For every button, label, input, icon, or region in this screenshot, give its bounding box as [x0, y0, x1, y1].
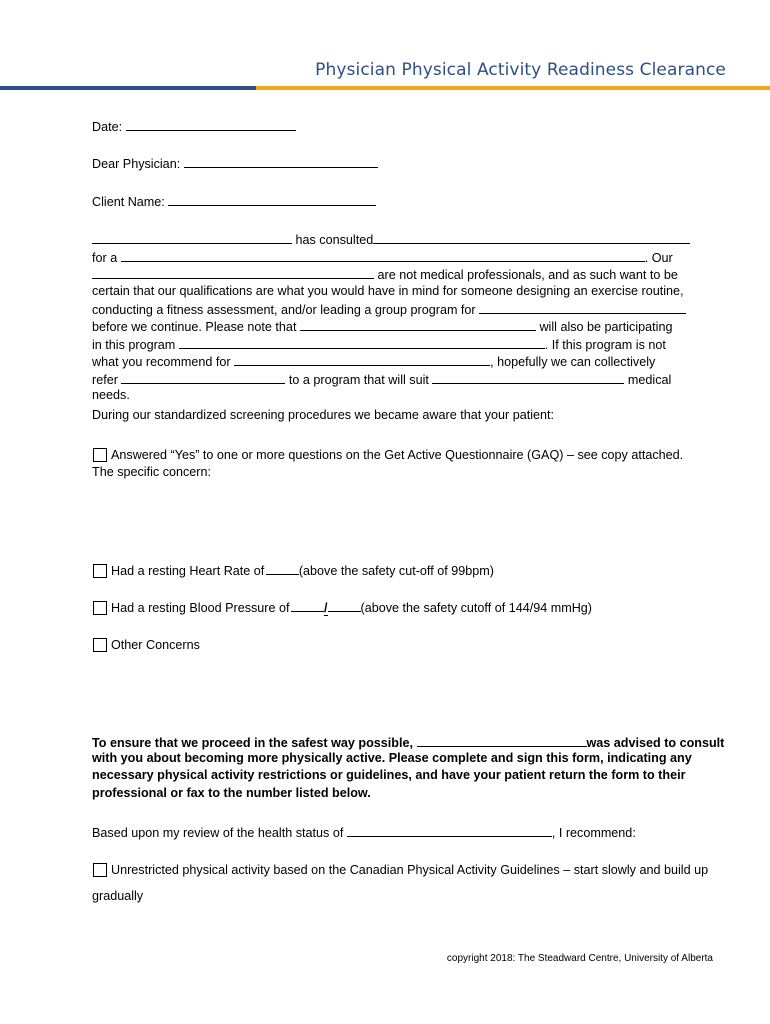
bp-slash: / — [324, 601, 328, 615]
other-concerns-row — [92, 637, 200, 654]
review-label: Based upon my review of the health status of — [92, 826, 344, 840]
letter-line-9 — [92, 370, 671, 389]
letter-text: has consulted — [295, 233, 374, 247]
gaq-check-row — [92, 447, 683, 464]
physician-field[interactable] — [184, 154, 378, 168]
date-label: Date: — [92, 120, 123, 134]
unrestricted-row — [92, 862, 708, 879]
advice-line-4 — [92, 785, 371, 802]
blood-pressure-row — [92, 598, 592, 617]
letter-text: what you recommend for — [92, 355, 231, 369]
unrestricted-checkbox[interactable] — [93, 863, 107, 877]
heart-rate-label: Had a resting Heart Rate of — [111, 564, 265, 578]
systolic-field[interactable] — [291, 598, 324, 612]
blood-pressure-cutoff: (above the safety cutoff of 144/94 mmHg) — [360, 601, 592, 615]
letter-line-11 — [92, 407, 554, 424]
advice-text: necessary physical activity restrictions or guidelines, and have your patient return the form to their — [92, 768, 686, 782]
program-field[interactable] — [179, 335, 545, 349]
advice-text: To ensure that we proceed in the safest way possible, — [92, 736, 413, 750]
letter-line-3 — [92, 265, 678, 284]
letter-text: to a program that will suit — [288, 373, 429, 387]
letter-text: are not medical professionals, and as such want to be — [377, 268, 678, 282]
heart-rate-field[interactable] — [266, 561, 299, 575]
other-concerns-label: Other Concerns — [111, 638, 200, 652]
gradually-row — [92, 888, 143, 905]
suit-field[interactable] — [432, 370, 624, 384]
gaq-label: Answered “Yes” to one or more questions on the Get Active Questionnaire (GAQ) – see copy attached. — [111, 448, 684, 462]
organization-field[interactable] — [92, 265, 374, 279]
letter-line-8 — [92, 352, 655, 371]
review-row — [92, 823, 636, 842]
client-consulted-field[interactable] — [92, 230, 292, 244]
header-rule-blue — [0, 86, 256, 90]
advice-text: professional or fax to the number listed below. — [92, 786, 371, 800]
gaq-concern-row — [92, 464, 211, 481]
date-field[interactable] — [126, 117, 296, 131]
advice-line-3 — [92, 767, 685, 784]
letter-text: conducting a fitness assessment, and/or leading a group program for — [92, 303, 476, 317]
letter-text: , hopefully we can collectively — [490, 355, 656, 369]
recommend-for-field[interactable] — [234, 352, 490, 366]
letter-text: refer — [92, 373, 118, 387]
letter-text: needs. — [92, 388, 130, 402]
letter-line-4 — [92, 283, 684, 300]
header-rule-gold — [256, 86, 770, 90]
review-patient-field[interactable] — [347, 823, 552, 837]
heart-rate-row — [92, 561, 494, 580]
review-label-end: , I recommend: — [551, 826, 636, 840]
letter-text: . If this program is not — [544, 338, 666, 352]
advice-text: was advised to consult — [586, 736, 725, 750]
client-name-field[interactable] — [168, 192, 376, 206]
professional-field[interactable] — [373, 230, 690, 244]
letter-text: in this program — [92, 338, 176, 352]
physician-row — [92, 154, 378, 173]
page-title: Physician Physical Activity Readiness Clearance — [315, 60, 726, 80]
heart-rate-cutoff: (above the safety cut-off of 99bpm) — [298, 564, 494, 578]
letter-line-1 — [92, 230, 690, 249]
gradually-label: gradually — [92, 889, 144, 903]
physician-label: Dear Physician: — [92, 157, 181, 171]
client-label: Client Name: — [92, 195, 165, 209]
letter-text: medical — [627, 373, 672, 387]
letter-line-6 — [92, 317, 672, 336]
other-concerns-checkbox[interactable] — [93, 638, 107, 652]
service-field[interactable] — [121, 248, 645, 262]
letter-text: . Our — [644, 251, 673, 265]
gaq-checkbox[interactable] — [93, 448, 107, 462]
letter-line-10 — [92, 387, 130, 404]
letter-text: During our standardized screening procedures we became aware that your patient: — [92, 408, 555, 422]
date-row — [92, 117, 296, 136]
refer-field[interactable] — [121, 370, 285, 384]
letter-text: before we continue. Please note that — [92, 320, 297, 334]
letter-text: for a — [92, 251, 118, 265]
heart-rate-checkbox[interactable] — [93, 564, 107, 578]
copyright-footer: copyright 2018: The Steadward Centre, University of Alberta — [446, 953, 713, 964]
blood-pressure-label: Had a resting Blood Pressure of — [111, 601, 290, 615]
gaq-concern-label: The specific concern: — [92, 465, 211, 479]
letter-text: will also be participating — [539, 320, 673, 334]
letter-text: certain that our qualifications are what you would have in mind for someone designing an exercise routine, — [92, 284, 684, 298]
advised-client-field[interactable] — [417, 733, 587, 747]
participant-field[interactable] — [300, 317, 536, 331]
unrestricted-label: Unrestricted physical activity based on the Canadian Physical Activity Guidelines – start slowly and build up — [111, 863, 709, 877]
blood-pressure-checkbox[interactable] — [93, 601, 107, 615]
client-row — [92, 192, 376, 211]
advice-text: with you about becoming more physically active. Please complete and sign this form, indicating any — [92, 751, 692, 765]
diastolic-field[interactable] — [328, 598, 361, 612]
program-group-field[interactable] — [479, 300, 686, 314]
advice-line-2 — [92, 750, 692, 767]
